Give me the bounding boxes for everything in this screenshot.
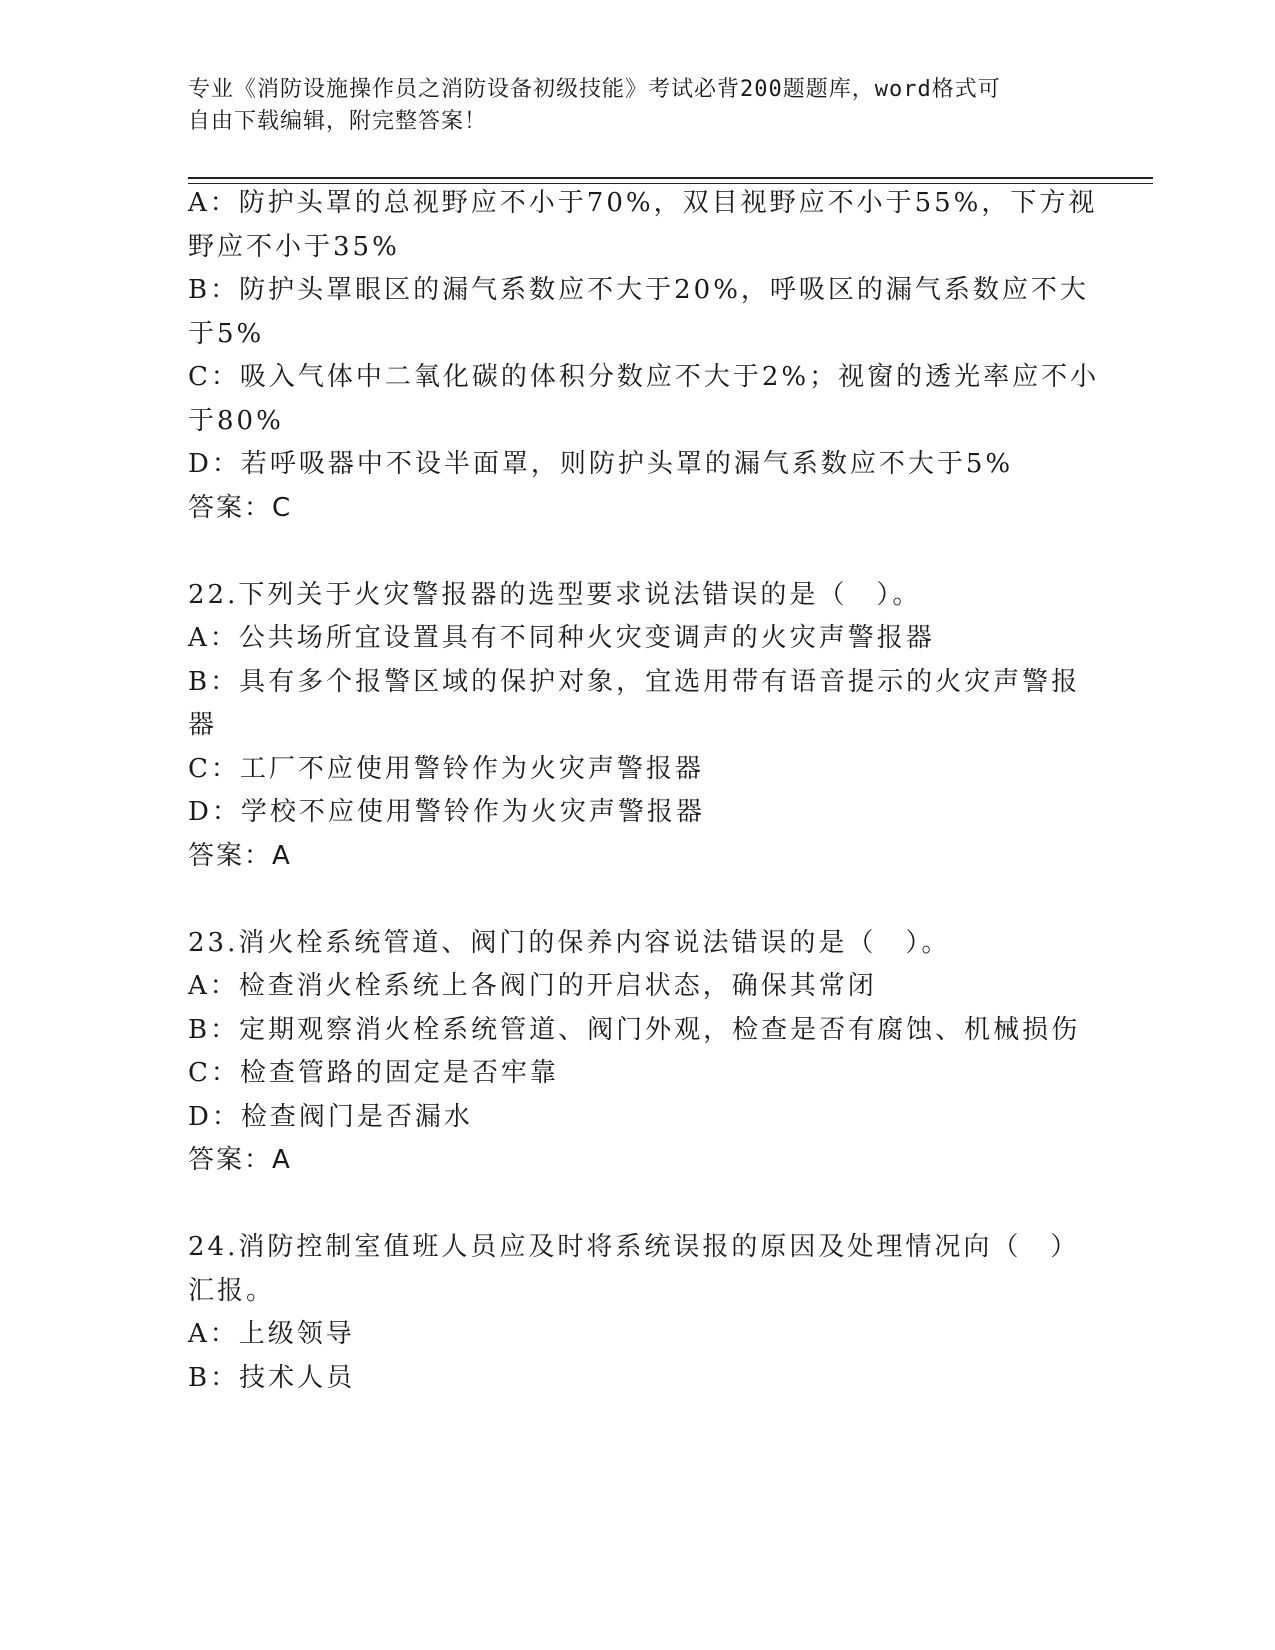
q21-option-d: D：若呼吸器中不设半面罩，则防护头罩的漏气系数应不大于5% [188,449,1014,479]
q23-option-a: A：检查消火栓系统上各阀门的开启状态，确保其常闭 [188,971,877,1001]
q21-option-c-line-1: C：吸入气体中二氧化碳的体积分数应不大于2%；视窗的透光率应不小 [188,362,1100,392]
q24-stem-line-2: 汇报。 [188,1276,276,1306]
header-line-2: 自由下载编辑，附完整答案！ [188,109,488,134]
q21-option-c-line-2: 于80% [188,406,284,436]
q22-option-c: C：工厂不应使用警铃作为火灾声警报器 [188,754,704,784]
q22-option-b-line-2: 器 [188,710,218,740]
header-rule-thick [188,177,1153,179]
q23-stem: 23.消火栓系统管道、阀门的保养内容说法错误的是（ ）。 [188,928,951,958]
header-rule-thin [188,183,1153,184]
q22-option-a: A：公共场所宜设置具有不同种火灾变调声的火灾声警报器 [188,623,935,653]
q22-option-b-line-1: B：具有多个报警区域的保护对象，宜选用带有语音提示的火灾声警报 [188,667,1081,697]
q24-option-a: A：上级领导 [188,1319,355,1349]
q23-option-c: C：检查管路的固定是否牢靠 [188,1058,559,1088]
q22-stem: 22.下列关于火灾警报器的选型要求说法错误的是（ ）。 [188,580,922,610]
q22-answer: 答案：A [188,841,292,871]
q23-answer: 答案：A [188,1145,292,1175]
q24-option-b: B：技术人员 [188,1363,356,1393]
q21-option-a-line-1: A：防护头罩的总视野应不小于70%，双目视野应不小于55%，下方视 [188,188,1098,218]
q21-option-a-line-2: 野应不小于35% [188,232,400,262]
q21-option-b-line-2: 于5% [188,319,265,349]
q21-answer: 答案：C [188,493,293,523]
q23-option-b: B：定期观察消火栓系统管道、阀门外观，检查是否有腐蚀、机械损伤 [188,1015,1081,1045]
document-header [188,74,1068,138]
header-line-1: 专业《消防设施操作员之消防设备初级技能》考试必背200题题库，word格式可 [188,77,1001,102]
q23-option-d: D：检查阀门是否漏水 [188,1102,473,1132]
q21-option-b-line-1: B：防护头罩眼区的漏气系数应不大于20%，呼吸区的漏气系数应不大 [188,275,1089,305]
q24-stem-line-1: 24.消防控制室值班人员应及时将系统误报的原因及处理情况向（ ） [188,1232,1080,1262]
q22-option-d: D：学校不应使用警铃作为火灾声警报器 [188,797,705,827]
